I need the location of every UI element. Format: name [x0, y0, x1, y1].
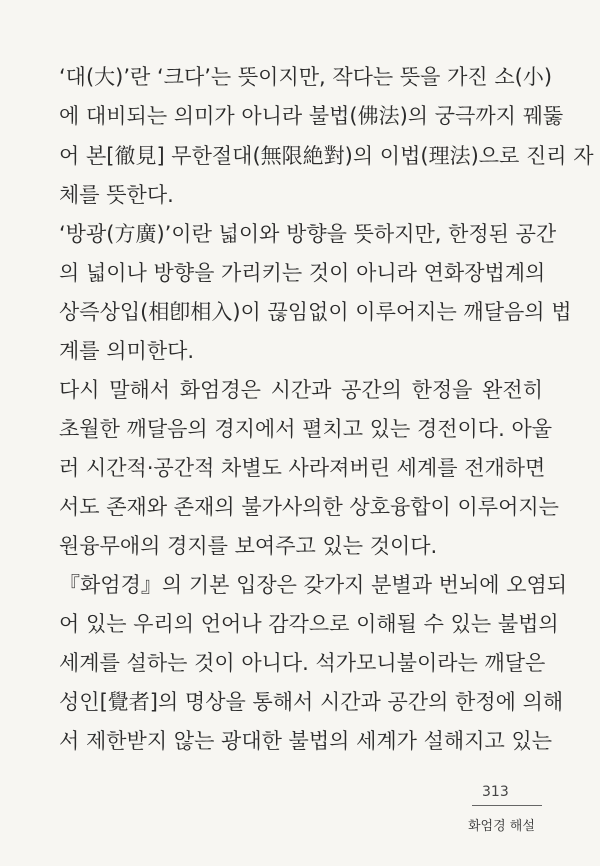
running-title: 화엄경 해설 — [468, 819, 535, 834]
text-line: 초월한 깨달음의 경지에서 펼치고 있는 경전이다. 아울 — [59, 417, 553, 441]
text-line: ‘대(大)’란 ‘크다’는 뜻이지만, 작다는 뜻을 가진 소(小) — [59, 65, 553, 89]
text-line: 다시 말해서 화엄경은 시간과 공간의 한정을 완전히 — [59, 378, 543, 402]
text-line: 의 넓이나 방향을 가리키는 것이 아니라 연화장법계의 — [59, 261, 546, 285]
text-line: 어 있는 우리의 언어나 감각으로 이해될 수 있는 불법의 — [59, 612, 559, 636]
text-line: ‘방광(方廣)’이란 넓이와 방향을 뜻하지만, 한정된 공간 — [59, 222, 557, 246]
text-line: 체를 뜻한다. — [59, 183, 174, 207]
text-line: 어 본[徹見] 무한절대(無限絶對)의 이법(理法)으로 진리 자 — [59, 144, 594, 168]
text-line: 러 시간적·공간적 차별도 사라져버린 세계를 전개하면 — [59, 456, 546, 480]
text-line: 서 제한받지 않는 광대한 불법의 세계가 설해지고 있는 — [59, 729, 553, 753]
text-line: 상즉상입(相卽相入)이 끊임없이 이루어지는 깨달음의 법 — [59, 300, 572, 324]
page-number: 313 — [482, 784, 509, 800]
text-line: 성인[覺者]의 명상을 통해서 시간과 공간의 한정에 의해 — [59, 690, 564, 714]
text-line: 『화엄경』의 기본 입장은 갖가지 분별과 번뇌에 오염되 — [59, 573, 568, 597]
text-line: 계를 의미한다. — [59, 339, 195, 363]
text-line: 서도 존재와 존재의 불가사의한 상호융합이 이루어지는 — [59, 495, 559, 519]
footer-divider — [472, 805, 542, 806]
text-line: 에 대비되는 의미가 아니라 불법(佛法)의 궁극까지 꿰뚫 — [59, 104, 564, 128]
text-line: 원융무애의 경지를 보여주고 있는 것이다. — [59, 534, 438, 558]
text-line: 세계를 설하는 것이 아니다. 석가모니불이라는 깨달은 — [59, 651, 546, 675]
